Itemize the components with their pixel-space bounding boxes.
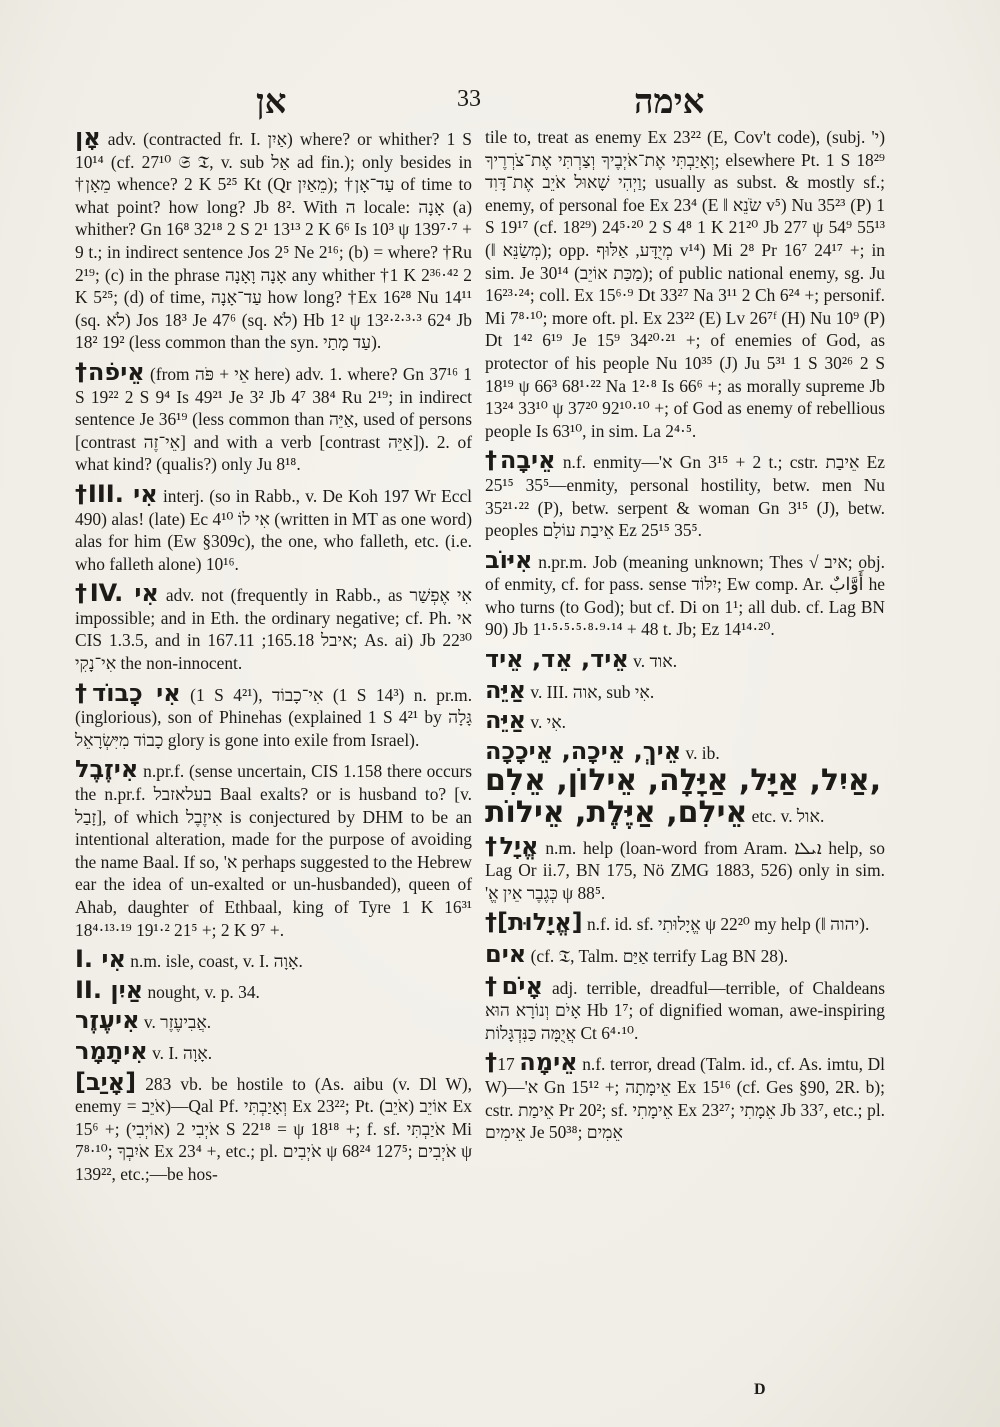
page-number: 33 (457, 86, 481, 112)
entry-text: v. ib. (681, 742, 720, 763)
entry-headword: †אֵיפֹה (75, 357, 145, 386)
entry-text: 17 n.f. terror, dread (Talm. id., cf. As. imtu, Dl W)—'א Gn 15¹² +; אֵימָתָה Ex 15¹⁶ (cf. Ges §90, 2R. b); cstr. אֵימַת Pr 20²; sf. אֵימָתִי Ex 23²⁷; אֵמָתִי Jb 33⁷, etc.; pl. אֵימִים Je 50³⁸; אֵמִים (485, 1054, 886, 1143)
entry-text: nought, v. p. 34. (143, 981, 260, 1002)
entry-headword: †אֵימָה (485, 1048, 578, 1077)
entry-headword: †III. אִי (75, 479, 158, 508)
right-column (485, 126, 885, 1151)
dictionary-entry (75, 945, 472, 974)
entry-headword: אים (485, 940, 527, 968)
header-left-word: אן (256, 84, 287, 121)
dictionary-entry (485, 795, 885, 831)
entry-text: v. אֲבִיעֶזֶר. (139, 1012, 212, 1033)
entry-headword: †IV. אִי (75, 579, 159, 608)
entry-text: v. I. אָוָה. (147, 1042, 213, 1063)
entry-headword: אַיֵּה (485, 706, 527, 735)
entry-headword: †אִי כָבוֹד (75, 678, 181, 707)
dictionary-entry (485, 545, 886, 641)
entry-text: tile to, treat as enemy Ex 23²² (E, Cov't code), (subj. 'י) וְאָיַבְתִּי אֶת־אֹיְבֶיךָ וְצַרְתִּי אֶת־צֹרְרֶיךָ; elsewhere Pt. 1 S 18²⁹ וַיְהִי שָׁאוּל אֹיֵב אֶת־דָּוִד; usually as subst. & mostly sf.; enemy, of personal foe Ex 23⁴ (E ‖ שֹׂנֵא v⁵) Nu 35²³ (P) 1 S 19¹⁷ (cf. 18²⁹) 24⁵·²⁰ 2 S 4⁸ 1 K 21²⁰ Jb 27⁷ ψ 54⁹ 55¹³ (‖ מְשַׂנֵּא); opp. מְיֻדָּע, אַלּוּף v¹⁴) Mi 2⁸ Pr 16⁷ 24¹⁷ +; in sim. Je 30¹⁴ (מַכַּת אוֹיֵב); of public national enemy, sg. Ju 16²³·²⁴; coll. Ex 15⁶·⁹ Dt 33²⁷ Na 3¹¹ 2 Ch 6²⁴ +; personif. Mi 7⁸·¹⁰; more oft. pl. Ex 23²² (E) Lv 26⁷ᶠ (H) Nu 10⁹ (P) Dt 1⁴² 6¹⁹ Je 15⁹ 34²⁰·²¹ +; of enemies of God, as protector of his people Nu 10³⁵ (J) Ju 5³¹ 1 S 30²⁶ 2 S 18¹⁹ ψ 66³ 68¹·²² Na 1²·⁸ Is 66⁶ +; as morally supreme Jb 13²⁴ 33¹⁰ ψ 37²⁰ 92¹⁰·¹⁰ +; of God as enemy of rebellious people Is 63¹⁰, in sim. La 2⁴·⁵. (485, 127, 885, 441)
dictionary-entry (75, 357, 473, 476)
entry-text: n.pr.m. Job (meaning unknown; Thes √ איב; obj. of enmity, cf. for pass. sense יִלּוֹד; Ew comp. Ar. أَوَّابٌ he who turns (to God); but cf. Di on 1¹; all dub. cf. Lag BN 90) Jb 1¹·⁵·⁵·⁵·⁸·⁹·¹⁴ + 48 t. Jb; Ez 14¹⁴·²⁰. (485, 551, 886, 640)
entry-headword: אֵיד, אֵד, אֵיד (485, 645, 629, 674)
dictionary-entry (485, 831, 885, 905)
dictionary-entry (485, 446, 886, 541)
entry-headword: אַיֵּה (485, 675, 527, 704)
entry-headword: אִיּוֹב (485, 545, 533, 574)
dictionary-entry (485, 971, 886, 1045)
entry-text: v. אוד. (628, 651, 678, 672)
header-right-word: אימה (634, 84, 705, 121)
dictionary-entry (485, 706, 885, 735)
left-column (75, 123, 473, 1193)
entry-text: (from אֵי + פֹּה here) adv. 1. where? Gn 37¹⁶ 1 S 19²² 2 S 9⁴ Is 49²¹ Je 3² Jb 4⁷ 38⁴ Ru 2¹⁹; in indirect sentence Je 36¹⁹ (less common than אַיֵּה, used of persons [contrast אֵי־זֶה] and with a verb [contrast אַיֵּה]). 2. of what kind? (qualis?) only Ju 8¹⁸. (75, 363, 473, 475)
entry-headword: †אָיֹם (485, 971, 543, 1000)
entry-text: adv. (contracted fr. I. אַיִן) where? or whither? 1 S 10¹⁴ (cf. 27¹⁰ 𝔖 𝔗, v. sub אַל ad fin.); only besides in †מֵאָן whence? 2 K 5²⁵ Kt (Qr מֵאַיִן); †עַד־אָן of time to what point? how long? Jb 8². With ה locale: אָנָה (a) whither? Gn 16⁸ 32¹⁸ 2 S 2¹ 13¹³ 2 K 6⁶ Is 10³ ψ 139⁷·⁷ + 9 t.; in indirect sentence Jos 2⁵ Ne 2¹⁶; (b) = where? †Ru 2¹⁹; (c) in the phrase אָנָה וָאָנָה any whither †1 K 2³⁶·⁴² 2 K 5²⁵; (d) of time, עַד־אָנָה how long? †Ex 16²⁸ Nu 14¹¹ (sq. לֹא) Jos 18³ Je 47⁶ (sq. לֹא) Hb 1² ψ 13²·²·³·³ 62⁴ Jb 18² 19² (less common than the syn. עַד מָתַי). (75, 129, 473, 353)
dictionary-entry (485, 1048, 886, 1143)
dictionary-entry (485, 126, 885, 442)
entry-text: v. III. אוה, sub אִי. (526, 681, 655, 702)
dictionary-entry (485, 736, 885, 765)
entry-headword: [אָיַב] (75, 1067, 137, 1096)
dictionary-entry (75, 975, 472, 1004)
dictionary-entry (75, 579, 472, 674)
entry-text: n.m. help (loan-word from Aram. ܐܝܠܐ help, so Lag Or ii.7, BN 175, Nö ZMG 1883, 526) only in sim. 'כְּגֶבֶר אֵין אֱ ψ 88⁵. (485, 837, 885, 903)
entry-text: adv. not (frequently in Rabb., as אִי אֶפְשַׁר impossible; and in Eth. the ordinary negative; cf. Ph. אי CIS 1.3.5, and in איבל 165.18; 167.11; As. ai) Jb 22³⁰ אִי־נָקִי the non-innocent. (75, 585, 472, 674)
entry-text: n.f. id. sf. אֱיָלוּתִי ψ 22²⁰ my help (‖ יהוה). (582, 914, 870, 935)
entry-text: 283 vb. be hostile to (As. aibu (v. Dl W), enemy = אֹיֵב)—Qal Pf. וְאָיַבְתִּי Ex 23²²; Pt. אוֹיֵב (אֹיֵב) Ex 15⁶ +; (אוֹיְבִי) אֹיְבִי 2 S 22¹⁸ = ψ 18¹⁸ +; f. sf. אֹיַבְתִּי Mi 7⁸·¹⁰; אֹיִבְךָ Ex 23⁴ +, etc.; pl. אֹיְבִים ψ 68²⁴ 127⁵; אֹיְבִים ψ 139²², etc.;—be hos- (75, 1073, 473, 1184)
entry-text: interj. (so in Rabb., v. De Koh 197 Wr Eccl 490) alas! (late) Ec 4¹⁰ אִי לוֹ (written in MT as one word) alas for him (Ew §309c), the one, who falleth, etc. (i.e. who falleth alone) 10¹⁶. (75, 485, 472, 574)
entry-headword: †[אֱיָלוּת] (485, 908, 583, 937)
entry-text: adj. terrible, dreadful—terrible, of Chaldeans אָיֹם וְנוֹרָא הוּא Hb 1⁷; of dignified woman, awe-inspiring אֲיֻמָּה כַּנִּדְגָּלוֹת Ct 6⁴·¹⁰. (485, 977, 886, 1043)
entry-text: etc. v. אול. (747, 806, 825, 827)
entry-headword: †אֵיבָה (485, 446, 556, 475)
signature-mark: D (754, 1381, 767, 1398)
entry-headword: אֵיךְ, אֵיכָה, אֵיכָכָה (485, 736, 682, 765)
dictionary-entry (485, 645, 885, 674)
dictionary-entry (485, 940, 885, 968)
entry-headword: אֵילִם, אַיֶּלֶת, אֵילוֹת (485, 795, 748, 831)
dictionary-entry (75, 1067, 473, 1186)
entry-headword: אִיזֶבֶל (75, 755, 139, 784)
entry-headword: אִיעֶזֶר (75, 1006, 140, 1035)
dictionary-entry (75, 479, 472, 575)
entry-text: (1 S 4²¹), אִי־כָבוֹד (1 S 14³) n. pr.m. (inglorious), son of Phinehas (explained 1 S 4²¹ by גָּלָה כָבוֹד מִיִּשְׂרָאֵל glory is gone into exile from Israel). (75, 684, 473, 750)
entry-headword: II. אַיִן (75, 975, 144, 1004)
entry-text: (cf. 𝔗, Talm. אַיַּם terrify Lag BN 28). (526, 946, 789, 966)
entry-headword: אַיִל, אַיָּל, אַיָּלָה, אֵילוֹן, אֵלִם, (485, 763, 882, 799)
dictionary-entry (485, 763, 885, 799)
entry-headword: †אֱיָל (485, 831, 539, 860)
entry-text: v. אִי. (526, 712, 566, 733)
dictionary-entry (485, 908, 885, 937)
running-header (0, 84, 1000, 124)
entry-text: n.pr.f. (sense uncertain, CIS 1.158 there occurs the n.pr.f. בעלאזבל Baal exalts? or is husband to? [v. זָבַל], of which אִיזֶבֶל is conjectured by DHM to be an intentional alteration, made for the purpose of avoiding the name Baal. If so, 'א perhaps suggested to the Hebrew ear the idea of un-exalted or un-husbanded), queen of Ahab, daughter of Ethbaal, king of Tyre 1 K 16³¹ 18⁴·¹³·¹⁹ 19¹·² 21⁵ +; 2 K 9⁷ +. (75, 761, 472, 940)
entry-text: n.m. isle, coast, v. I. אָוָה. (125, 951, 303, 972)
dictionary-entry (75, 678, 473, 752)
entry-headword: אִיתָמָר (75, 1036, 148, 1065)
dictionary-entry (75, 123, 473, 354)
dictionary-entry (75, 755, 472, 941)
dictionary-entry (485, 675, 885, 704)
entry-headword: I. אִי (75, 945, 126, 974)
dictionary-entry (75, 1036, 472, 1065)
entry-headword: אָן (75, 123, 101, 151)
entry-text: n.f. enmity—'א Gn 3¹⁵ + 2 t.; cstr. אֵיבַת Ez 25¹⁵ 35⁵—enmity, personal hostility, betw. men Nu 35²¹·²² (P), betw. serpent & woman Gn 3¹⁵ (J), betw. peoples אֵיבַת עוֹלָם Ez 25¹⁵ 35⁵. (485, 452, 886, 541)
dictionary-entry (75, 1006, 472, 1035)
